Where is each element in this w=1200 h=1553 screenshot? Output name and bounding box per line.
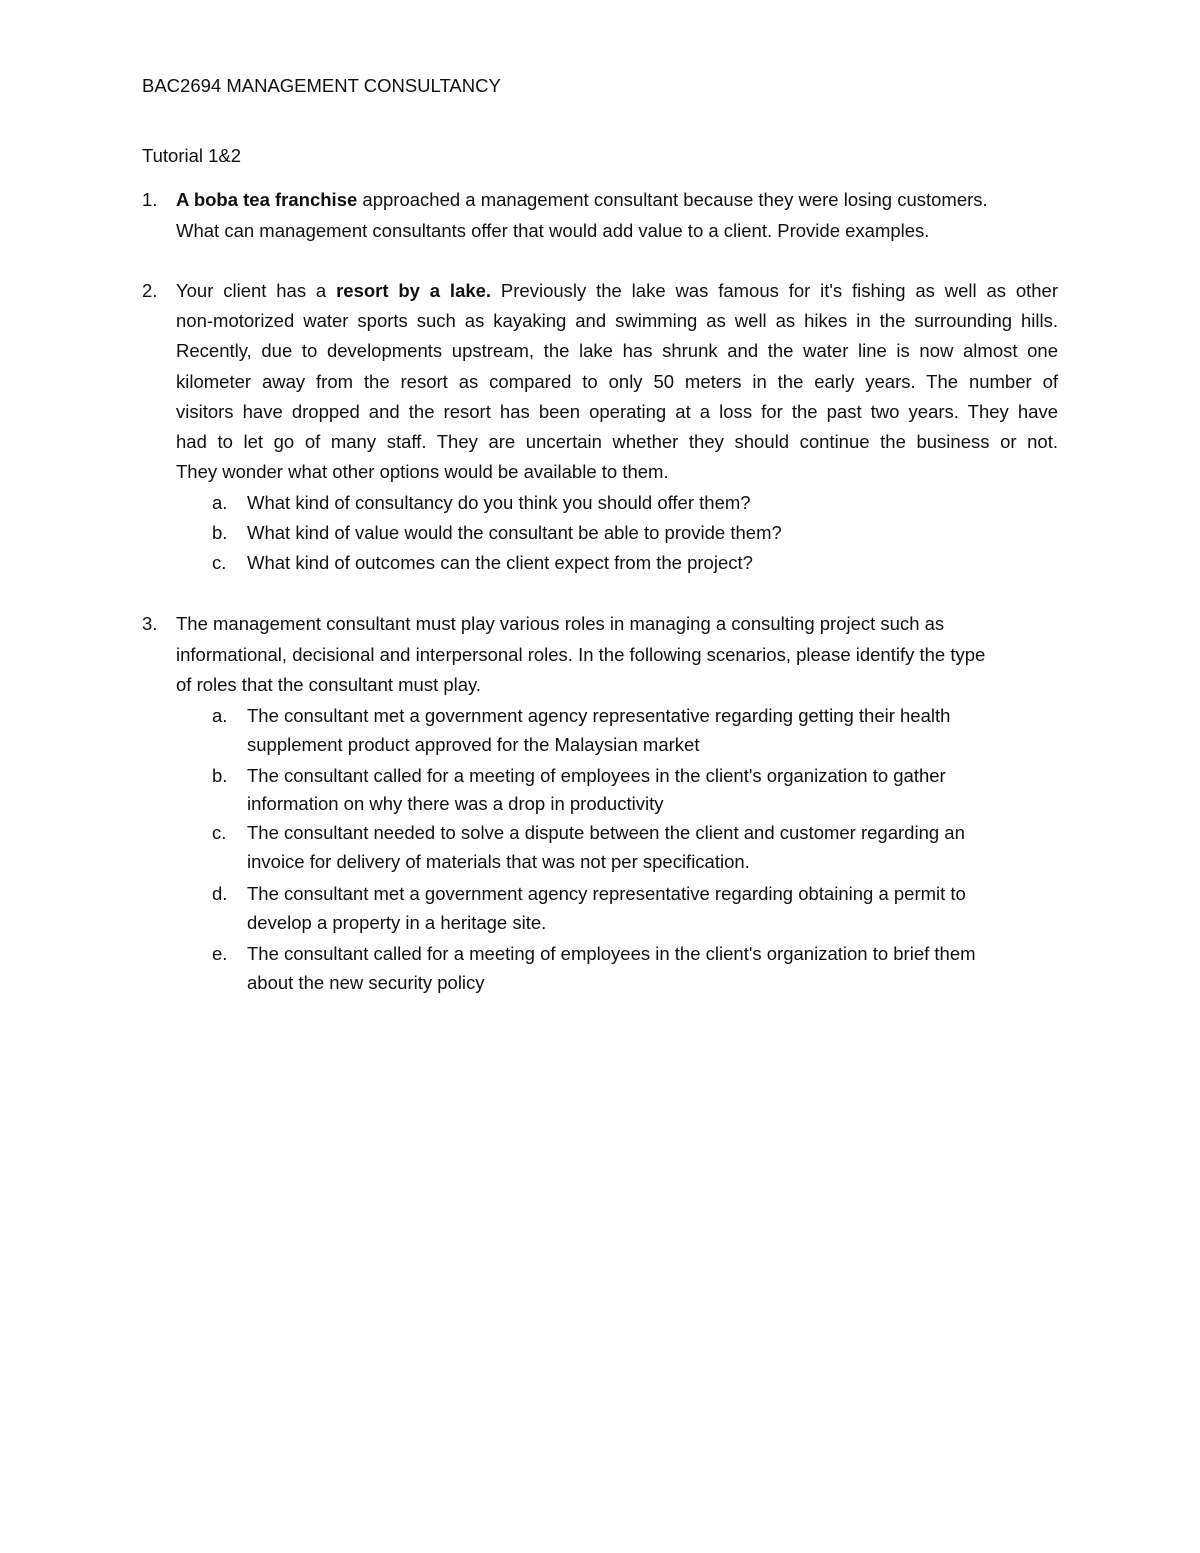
question-text-line: Recently, due to developments upstream, the lake has shrunk and the water line is now almost one bbox=[176, 340, 1058, 361]
question-text-line: had to let go of many staff. They are uncertain whether they should continue the business or not. bbox=[176, 431, 1058, 452]
question-text-line: visitors have dropped and the resort has been operating at a loss for the past two years. They have bbox=[176, 401, 1058, 422]
subitem-text: supplement product approved for the Malaysian market bbox=[247, 734, 700, 755]
question-text-line: kilometer away from the resort as compared to only 50 meters in the early years. The number of bbox=[176, 371, 1058, 392]
subitem-letter: a. bbox=[212, 492, 228, 513]
subitem-letter: a. bbox=[212, 705, 228, 726]
subitem-letter: b. bbox=[212, 765, 228, 786]
question-emphasis: A boba tea franchise bbox=[176, 189, 358, 210]
subitem-text: What kind of value would the consultant be able to provide them? bbox=[247, 522, 782, 543]
question-number: 1. bbox=[142, 189, 158, 210]
question-text-line: What can management consultants offer that would add value to a client. Provide examples. bbox=[176, 220, 930, 241]
question-text-segment: Your client has a bbox=[176, 280, 337, 301]
question-text-line bbox=[176, 188, 988, 212]
question-text-segment: approached a management consultant because they were losing customers. bbox=[357, 189, 988, 210]
subitem-letter: b. bbox=[212, 522, 228, 543]
subitem-text: The consultant met a government agency representative regarding getting their health bbox=[247, 705, 951, 726]
subitem-text: The consultant needed to solve a dispute between the client and customer regarding an bbox=[247, 822, 965, 843]
subitem-text: The consultant called for a meeting of employees in the client's organization to brief them bbox=[247, 943, 976, 964]
subitem-text: The consultant met a government agency representative regarding obtaining a permit to bbox=[247, 883, 966, 904]
question-number: 3. bbox=[142, 613, 158, 634]
tutorial-title: Tutorial 1&2 bbox=[142, 145, 242, 166]
subitem-letter: c. bbox=[212, 822, 227, 843]
subitem-text: What kind of outcomes can the client expect from the project? bbox=[247, 552, 753, 573]
question-text-line: informational, decisional and interpersonal roles. In the following scenarios, please identify the type bbox=[176, 644, 986, 665]
question-text-line: The management consultant must play various roles in managing a consulting project such as bbox=[176, 613, 945, 634]
subitem-text: invoice for delivery of materials that was not per specification. bbox=[247, 851, 750, 872]
question-text-segment: Previously the lake was famous for it's fishing as well as other bbox=[491, 280, 1058, 301]
subitem-text: What kind of consultancy do you think you should offer them? bbox=[247, 492, 751, 513]
course-title: BAC2694 MANAGEMENT CONSULTANCY bbox=[142, 75, 501, 96]
subitem-text: information on why there was a drop in productivity bbox=[247, 793, 664, 814]
subitem-text: develop a property in a heritage site. bbox=[247, 912, 547, 933]
subitem-text: The consultant called for a meeting of employees in the client's organization to gather bbox=[247, 765, 946, 786]
subitem-letter: d. bbox=[212, 883, 228, 904]
question-emphasis: resort by a lake. bbox=[336, 280, 492, 301]
question-text-line: non-motorized water sports such as kayaking and swimming as well as hikes in the surrounding hills. bbox=[176, 310, 1058, 331]
question-text-line: They wonder what other options would be available to them. bbox=[176, 461, 669, 482]
subitem-letter: e. bbox=[212, 943, 228, 964]
subitem-text: about the new security policy bbox=[247, 972, 485, 993]
question-number: 2. bbox=[142, 280, 158, 301]
subitem-letter: c. bbox=[212, 552, 227, 573]
question-text-line bbox=[176, 279, 1058, 303]
question-text-line: of roles that the consultant must play. bbox=[176, 674, 482, 695]
